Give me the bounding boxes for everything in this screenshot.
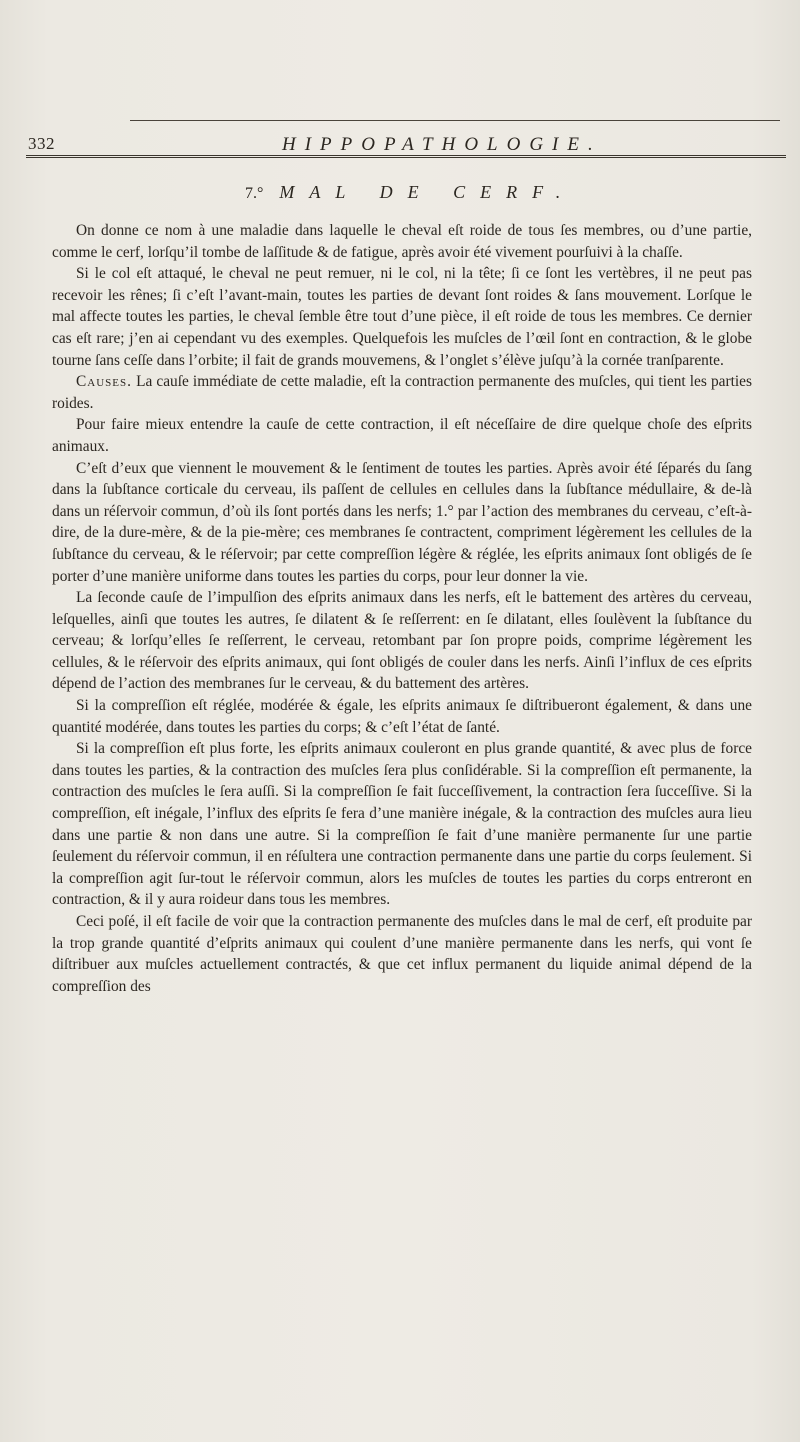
- header-bottom-rule: [26, 155, 786, 158]
- paragraph: [52, 695, 752, 738]
- paragraph-text: Si la compreſſion eſt plus forte, les eſprits animaux couleront en plus grande quantité, & avec plus de force dans toutes les parties, & la contraction des muſcles ſera plus conſidérable. Si la compreſſion eſt permanente, la contraction des muſcles le ſera auſſi. Si la compreſſion ſe fait ſucceſſivement, la contraction ſera ſucceſſive. Si la compreſſion, eſt inégale, l’influx des eſprits ſe fera d’une manière inégale, & la contraction des muſcles aura lieu dans une partie & non dans une autre. Si la compreſſion ſe fait d’une manière permanente ſur une partie ſeulement du réſervoir commun, il en réſultera une contraction permanente dans une partie du corps ſeulement. Si la compreſſion agit ſur-tout le réſervoir commun, alors les muſcles de toutes les parties du corps entreront en contraction, & il y aura roideur dans tous les membres.: [52, 740, 752, 909]
- paragraph: [52, 263, 752, 371]
- paragraph: [52, 414, 752, 457]
- paragraph-text: La cauſe immédiate de cette maladie, eſt la contraction permanente des muſcles, qui tient les parties roides.: [52, 373, 752, 412]
- running-title: HIPPOPATHOLOGIE.: [282, 134, 602, 155]
- paragraph-text: Ceci poſé, il eſt facile de voir que la contraction permanente des muſcles dans le mal de cerf, eſt produite par la trop grande quantité d’eſprits animaux qui coulent d’une manière permanente dans les nerfs, qui vont ſe diſtribuer aux muſcles actuellement contractés, & que cet influx permanent du liquide animal dépend de la compreſſion des: [52, 913, 752, 995]
- paragraph-label: Causes.: [76, 373, 132, 391]
- paragraph-text: Si la compreſſion eſt réglée, modérée & égale, les eſprits animaux ſe diſtribueront également, & dans une quantité modérée, dans toutes les parties du corps; & c’eſt l’état de ſanté.: [52, 697, 752, 736]
- paragraph-text: La ſeconde cauſe de l’impulſion des eſprits animaux dans les nerfs, eſt le battement des artères du cerveau, leſquelles, ainſi que toutes les autres, ſe dilatent & ſe reſſerrent: en ſe dilatant, elles ſoulèvent la ſubſtance du cerveau; & lorſqu’elles ſe reſſerrent, le cerveau, retombant par ſon propre poids, comprime légèrement les cellules, & le réſervoir des eſprits animaux, qui ſont obligés de couler dans les nerfs. Ainſi l’influx de ces eſprits dépend de l’action des membranes ſur le cerveau, & du battement des artères.: [52, 589, 752, 693]
- section-number: 7.°: [245, 185, 264, 202]
- section-title: MAL DE CERF.: [279, 182, 576, 202]
- page-header: [26, 128, 788, 158]
- page-number: 332: [28, 134, 55, 153]
- paragraph: [52, 458, 752, 588]
- header-top-rule: [130, 120, 780, 121]
- paragraph: [52, 587, 752, 695]
- paragraph: [52, 911, 752, 997]
- paragraph-text: On donne ce nom à une maladie dans laquelle le cheval eſt roide de tous ſes membres, ou d’une partie, comme le cerf, lorſqu’il tombe de laſſitude & de fatigue, après avoir été vivement pourſuivi à la chaſſe.: [52, 222, 752, 261]
- paragraph: [52, 220, 752, 263]
- body-text: [52, 220, 752, 997]
- paragraph-text: Pour faire mieux entendre la cauſe de cette contraction, il eſt néceſſaire de dire quelque choſe des eſprits animaux.: [52, 416, 752, 455]
- paragraph: [52, 738, 752, 911]
- section-heading: [245, 182, 575, 203]
- paragraph-text: C’eſt d’eux que viennent le mouvement & le ſentiment de toutes les parties. Après avoir été ſéparés du ſang dans la ſubſtance corticale du cerveau, ils paſſent de cellules en cellules dans la ſubſtance médullaire, & de-là dans un réſervoir commun, d’où ils ſont portés dans les nerfs; 1.° par l’action des membranes du cerveau, c’eſt-à-dire, de la dure-mère, & de la pie-mère; ces membranes ſe contractent, compriment légèrement les cellules de la ſubſtance du cerveau, & le réſervoir; par cette compreſſion légère & réglée, les eſprits animaux ſont obligés de ſe porter d’une manière uniforme dans toutes les parties du corps, pour leur donner la vie.: [52, 459, 752, 585]
- paragraph-text: Si le col eſt attaqué, le cheval ne peut remuer, ni le col, ni la tête; ſi ce ſont les vertèbres, il ne peut pas recevoir les rênes; ſi c’eſt l’avant-main, toutes les parties de devant ſont roides & ſans mouvement. Lorſque le mal affecte toutes les parties, le cheval ſemble être tout d’une pièce, il eſt roide de tous les membres. Ce dernier cas eſt rare; j’en ai cependant vu des exemples. Quelquefois les muſcles de l’œil ſont en contraction, & le globe tourne ſans ceſſe dans l’orbite; il fait de grands mouvemens, & l’onglet s’élève juſqu’à la cornée tranſparente.: [52, 265, 752, 369]
- paragraph: [52, 371, 752, 414]
